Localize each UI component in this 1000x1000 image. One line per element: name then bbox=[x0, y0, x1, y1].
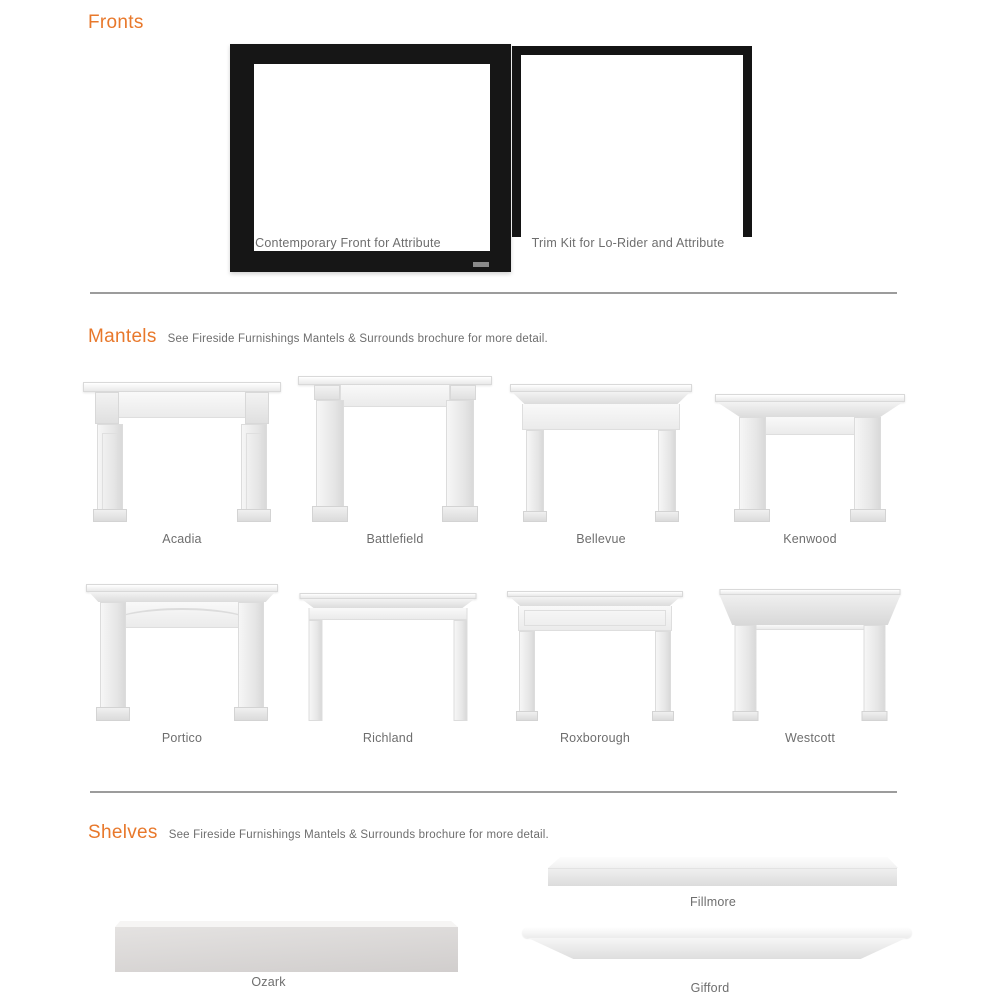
mantel-foot-right bbox=[850, 509, 886, 522]
mantel-foot-left bbox=[733, 711, 759, 721]
mantel-shelf bbox=[298, 376, 492, 385]
shelf-front-face bbox=[548, 868, 897, 886]
mantel-leg-right bbox=[446, 400, 474, 522]
mantel-card-acadia bbox=[79, 372, 285, 546]
mantel-shelf bbox=[300, 593, 477, 599]
mantel-label: Westcott bbox=[785, 731, 835, 745]
mantel-leg-left bbox=[97, 424, 123, 522]
shelf-label-ozark: Ozark bbox=[251, 975, 286, 989]
shelf-label-gifford: Gifford bbox=[690, 981, 730, 995]
mantel-crown bbox=[512, 392, 690, 404]
mantel-illustration-bellevue bbox=[510, 384, 692, 522]
mantel-figure bbox=[79, 372, 285, 522]
mantel-leg-right bbox=[655, 631, 671, 721]
mantel-leg-left bbox=[316, 400, 344, 522]
mantel-foot-left bbox=[523, 511, 547, 522]
mantel-card-roxborough bbox=[492, 575, 698, 745]
mantel-corbel-right bbox=[450, 385, 476, 400]
mantel-crown bbox=[720, 595, 901, 625]
trim-kit-image bbox=[512, 46, 752, 237]
mantel-shelf bbox=[720, 589, 901, 595]
mantel-label: Bellevue bbox=[576, 532, 626, 546]
mantel-header bbox=[340, 385, 450, 407]
section-divider bbox=[90, 292, 897, 294]
shelf-front-face bbox=[115, 927, 458, 972]
mantel-crown bbox=[715, 402, 905, 417]
shelf-illustration-fillmore bbox=[548, 857, 898, 887]
mantel-crown bbox=[302, 599, 475, 608]
mantel-label: Portico bbox=[161, 731, 203, 745]
mantel-leg-left bbox=[100, 602, 126, 721]
mantel-illustration-portico bbox=[86, 584, 278, 721]
mantel-leg-right bbox=[238, 602, 264, 721]
mantel-foot-right bbox=[655, 511, 679, 522]
mantels-section-header bbox=[88, 327, 548, 346]
mantel-illustration-westcott bbox=[720, 589, 901, 721]
shelves-section-heading: Shelves bbox=[88, 822, 158, 843]
shelf-illustration-gifford bbox=[522, 927, 912, 965]
mantel-label: Battlefield bbox=[366, 532, 424, 546]
front-caption-trim-kit: Trim Kit for Lo-Rider and Attribute bbox=[531, 236, 725, 250]
mantel-figure bbox=[707, 372, 913, 522]
mantel-figure bbox=[492, 575, 698, 721]
mantel-crown bbox=[510, 597, 680, 606]
fronts-section-heading: Fronts bbox=[88, 12, 144, 33]
mantel-header bbox=[117, 392, 247, 418]
mantel-label: Roxborough bbox=[559, 731, 631, 745]
mantel-header bbox=[309, 608, 468, 620]
mantel-illustration-battlefield bbox=[298, 376, 492, 522]
mantel-label: Acadia bbox=[162, 532, 202, 546]
mantel-shelf bbox=[86, 584, 278, 592]
mantel-corbel-right bbox=[245, 392, 269, 424]
mantel-header bbox=[522, 404, 680, 430]
shelf-label-fillmore: Fillmore bbox=[689, 895, 737, 909]
mantel-figure bbox=[285, 575, 491, 721]
mantel-header-panel bbox=[524, 610, 666, 626]
mantel-foot-left bbox=[312, 506, 348, 522]
mantel-corbel-left bbox=[95, 392, 119, 424]
mantel-crown bbox=[89, 592, 275, 602]
mantel-foot-left bbox=[93, 509, 127, 522]
mantel-card-battlefield bbox=[292, 372, 498, 546]
shelf-top-face bbox=[548, 857, 898, 868]
mantel-card-richland bbox=[285, 575, 491, 745]
mantel-leg-left bbox=[519, 631, 535, 721]
shelves-section-note: See Fireside Furnishings Mantels & Surrounds brochure for more detail. bbox=[168, 829, 549, 841]
mantel-shelf bbox=[83, 382, 281, 392]
mantel-card-portico bbox=[79, 575, 285, 745]
front-caption-contemporary: Contemporary Front for Attribute bbox=[255, 236, 441, 250]
mantel-leg-right bbox=[241, 424, 267, 522]
mantel-shelf bbox=[507, 591, 683, 597]
mantel-leg-left bbox=[526, 430, 544, 522]
mantel-illustration-richland bbox=[300, 593, 477, 721]
mantels-section-heading: Mantels bbox=[88, 326, 157, 347]
mantel-figure bbox=[79, 575, 285, 721]
mantel-foot-right bbox=[442, 506, 478, 522]
mantel-foot-right bbox=[237, 509, 271, 522]
mantel-leg-left bbox=[309, 620, 323, 721]
mantel-foot-right bbox=[652, 711, 674, 721]
mantel-foot-right bbox=[234, 707, 268, 721]
shelf-top-slab bbox=[522, 927, 912, 938]
mantel-leg-left bbox=[739, 417, 766, 522]
mantel-card-bellevue bbox=[498, 372, 704, 546]
mantel-foot-left bbox=[734, 509, 770, 522]
mantel-card-westcott bbox=[707, 575, 913, 745]
mantel-illustration-acadia bbox=[83, 382, 281, 522]
mantel-leg-right bbox=[454, 620, 468, 721]
section-divider bbox=[90, 791, 897, 793]
mantel-leg-right bbox=[854, 417, 881, 522]
mantel-card-kenwood bbox=[707, 372, 913, 546]
mantel-leg-right bbox=[658, 430, 676, 522]
mantel-figure bbox=[292, 372, 498, 522]
mantel-label: Kenwood bbox=[783, 532, 837, 546]
mantel-figure bbox=[498, 372, 704, 522]
brand-badge bbox=[473, 262, 489, 267]
mantel-leg-left bbox=[735, 625, 757, 721]
mantel-foot-right bbox=[862, 711, 888, 721]
mantel-figure bbox=[707, 575, 913, 721]
shelf-crown-molding bbox=[528, 938, 906, 959]
mantel-leg-right bbox=[864, 625, 886, 721]
mantel-illustration-kenwood bbox=[715, 394, 905, 522]
shelf-illustration-ozark bbox=[115, 921, 458, 972]
shelves-section-header bbox=[88, 823, 549, 842]
mantels-section-note: See Fireside Furnishings Mantels & Surrounds brochure for more detail. bbox=[167, 333, 548, 345]
mantel-shelf bbox=[715, 394, 905, 402]
mantel-foot-left bbox=[96, 707, 130, 721]
mantel-corbel-left bbox=[314, 385, 340, 400]
mantel-label: Richland bbox=[362, 731, 414, 745]
mantel-illustration-roxborough bbox=[507, 591, 683, 721]
mantel-shelf bbox=[510, 384, 692, 392]
mantel-foot-left bbox=[516, 711, 538, 721]
